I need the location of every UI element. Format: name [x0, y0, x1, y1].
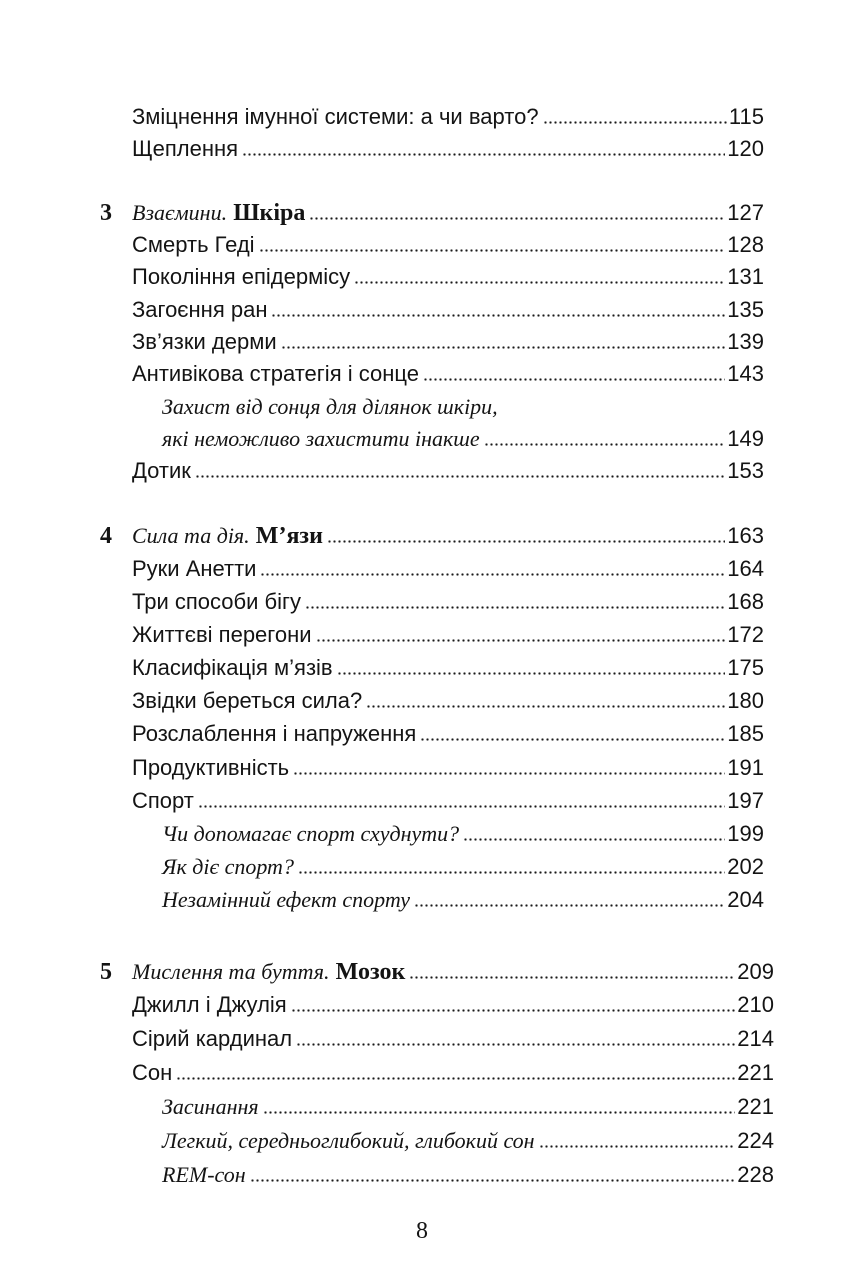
- chapter-title-bold: М’язи: [255, 523, 323, 549]
- toc-entry: [0, 355, 844, 387]
- toc-entry: [0, 1054, 844, 1086]
- toc-leader: [305, 604, 725, 610]
- toc-entry: [0, 452, 844, 484]
- toc-page-number: 163: [727, 523, 764, 548]
- toc-leader: [463, 836, 725, 842]
- toc-page-number: 191: [727, 755, 764, 780]
- chapter-title: [132, 959, 405, 985]
- toc-entry-title: Щеплення: [132, 136, 239, 161]
- toc-leader: [543, 119, 727, 125]
- toc-leader: [316, 637, 726, 643]
- toc-page-number: 224: [737, 1128, 774, 1153]
- toc-subentry: [0, 1122, 844, 1154]
- toc-chapter: [0, 517, 844, 549]
- toc-page-number: 210: [737, 992, 774, 1017]
- toc-page-number: 202: [727, 854, 764, 879]
- toc-subentry-title: Незамінний ефект спорту: [162, 887, 410, 912]
- toc-subentry: [0, 848, 844, 880]
- toc-leader: [484, 441, 726, 447]
- toc-page-number: 214: [737, 1026, 774, 1051]
- toc-leader: [420, 736, 725, 742]
- toc-page-number: 185: [727, 721, 764, 746]
- toc-entry-title: Звідки береться сила?: [132, 688, 363, 713]
- toc-page-number: 175: [727, 655, 764, 680]
- toc-entry-title: Зміцнення імунної системи: а чи варто?: [132, 104, 539, 129]
- chapter-title-bold: Шкіра: [233, 200, 306, 226]
- toc-leader: [327, 538, 725, 544]
- toc-subentry: [0, 1088, 844, 1120]
- toc-page-number: 204: [727, 887, 764, 912]
- toc-subentry: [0, 1156, 844, 1188]
- toc-entry: [0, 98, 844, 130]
- toc-entry-title: Руки Анетти: [132, 556, 257, 581]
- toc-leader: [539, 1143, 736, 1149]
- toc-page-number: 172: [727, 622, 764, 647]
- chapter-title-italic: Мислення та буття.: [132, 959, 330, 984]
- toc-leader: [423, 376, 725, 382]
- toc-leader: [176, 1075, 735, 1081]
- chapter-title-italic: Взаємини.: [132, 200, 228, 225]
- toc-entry: [0, 258, 844, 290]
- toc-entry: [0, 1020, 844, 1052]
- toc-leader: [242, 151, 725, 157]
- toc-page-number: 197: [727, 788, 764, 813]
- toc-entry: [0, 782, 844, 814]
- toc-page-number: 139: [727, 329, 764, 354]
- toc-entry-title: Дотик: [132, 458, 191, 483]
- toc-entry: [0, 130, 844, 162]
- toc-entry-title: Зв’язки дерми: [132, 329, 277, 354]
- toc-page-number: 209: [737, 959, 774, 984]
- toc-leader: [259, 247, 726, 253]
- chapter-number: 3: [100, 200, 112, 226]
- toc-page-number: 180: [727, 688, 764, 713]
- toc-entry: [0, 323, 844, 355]
- toc-entry-title: Сон: [132, 1060, 173, 1085]
- toc-leader: [293, 770, 725, 776]
- toc-entry: [0, 616, 844, 648]
- toc-chapter: [0, 194, 844, 226]
- toc-entry-title: Смерть Геді: [132, 232, 255, 257]
- toc-entry-title: Антивікова стратегія і сонце: [132, 361, 419, 386]
- toc-leader: [260, 571, 725, 577]
- toc-leader: [271, 312, 725, 318]
- toc-page-number: 149: [727, 426, 764, 451]
- toc-entry: [0, 583, 844, 615]
- toc-subentry: [0, 881, 844, 913]
- toc-subentry-title: які неможливо захистити інакше: [162, 426, 480, 451]
- toc-page-number: 228: [737, 1162, 774, 1187]
- chapter-number: 5: [100, 959, 112, 985]
- toc-entry: [0, 226, 844, 258]
- toc-entry: [0, 550, 844, 582]
- toc-page-number: 120: [727, 136, 764, 161]
- toc-page-number: 221: [737, 1094, 774, 1119]
- toc-leader: [250, 1177, 736, 1183]
- toc-leader: [409, 974, 735, 980]
- toc-entry: [0, 986, 844, 1018]
- toc-entry: [0, 291, 844, 323]
- toc-entry: [0, 682, 844, 714]
- toc-page-number: 153: [727, 458, 764, 483]
- toc-entry-title: Спорт: [132, 788, 194, 813]
- toc-subentry: [0, 420, 844, 452]
- toc-subentry: [0, 388, 844, 420]
- toc-page-number: 128: [727, 232, 764, 257]
- toc-entry: [0, 649, 844, 681]
- toc-entry-title: Загоєння ран: [132, 297, 268, 322]
- chapter-title-italic: Сила та дія.: [132, 523, 250, 548]
- toc-leader: [366, 703, 725, 709]
- chapter-title: [132, 200, 305, 226]
- toc-subentry-title: Засинання: [162, 1094, 259, 1119]
- toc-leader: [298, 869, 725, 875]
- toc-leader: [309, 215, 725, 221]
- toc-page-number: 143: [727, 361, 764, 386]
- toc-leader: [414, 902, 725, 908]
- toc-leader: [296, 1041, 735, 1047]
- toc-page-number: 127: [727, 200, 764, 225]
- toc-page-number: 168: [727, 589, 764, 614]
- toc-page-number: 221: [737, 1060, 774, 1085]
- toc-page-number: 164: [727, 556, 764, 581]
- toc-entry-title: Джилл і Джулія: [132, 992, 287, 1017]
- toc-entry: [0, 749, 844, 781]
- chapter-title: [132, 523, 323, 549]
- toc-subentry-title: Легкий, середньоглибокий, глибокий сон: [162, 1128, 535, 1153]
- toc-subentry: [0, 815, 844, 847]
- toc-entry-title: Класифікація м’язів: [132, 655, 333, 680]
- chapter-title-bold: Мозок: [335, 959, 406, 985]
- toc-page-number: 115: [728, 104, 764, 129]
- toc-entry: [0, 715, 844, 747]
- toc-page-number: 199: [727, 821, 764, 846]
- toc-page-number: 135: [727, 297, 764, 322]
- toc-leader: [263, 1109, 736, 1115]
- toc-leader: [281, 344, 726, 350]
- toc-entry-title: Сірий кардинал: [132, 1026, 293, 1051]
- toc-entry-title: Продуктивність: [132, 755, 290, 780]
- chapter-number: 4: [100, 523, 112, 549]
- toc-leader: [337, 670, 726, 676]
- page-number: 8: [416, 1218, 428, 1244]
- toc-subentry-title: REM-сон: [162, 1162, 246, 1187]
- toc-chapter: [0, 953, 844, 985]
- toc-entry-title: Три способи бігу: [132, 589, 301, 614]
- toc-leader: [198, 803, 725, 809]
- toc-subentry-title: Чи допомагає спорт схуднути?: [162, 821, 460, 846]
- toc-subentry-title: Захист від сонця для ділянок шкіри,: [162, 394, 498, 419]
- toc-subentry-title: Як діє спорт?: [162, 854, 294, 879]
- toc-leader: [195, 473, 725, 479]
- toc-entry-title: Життєві перегони: [132, 622, 312, 647]
- toc-page-number: 131: [727, 264, 764, 289]
- toc-leader: [354, 279, 725, 285]
- toc-entry-title: Розслаблення і напруження: [132, 721, 417, 746]
- toc-entry-title: Покоління епідермісу: [132, 264, 351, 289]
- toc-leader: [291, 1007, 736, 1013]
